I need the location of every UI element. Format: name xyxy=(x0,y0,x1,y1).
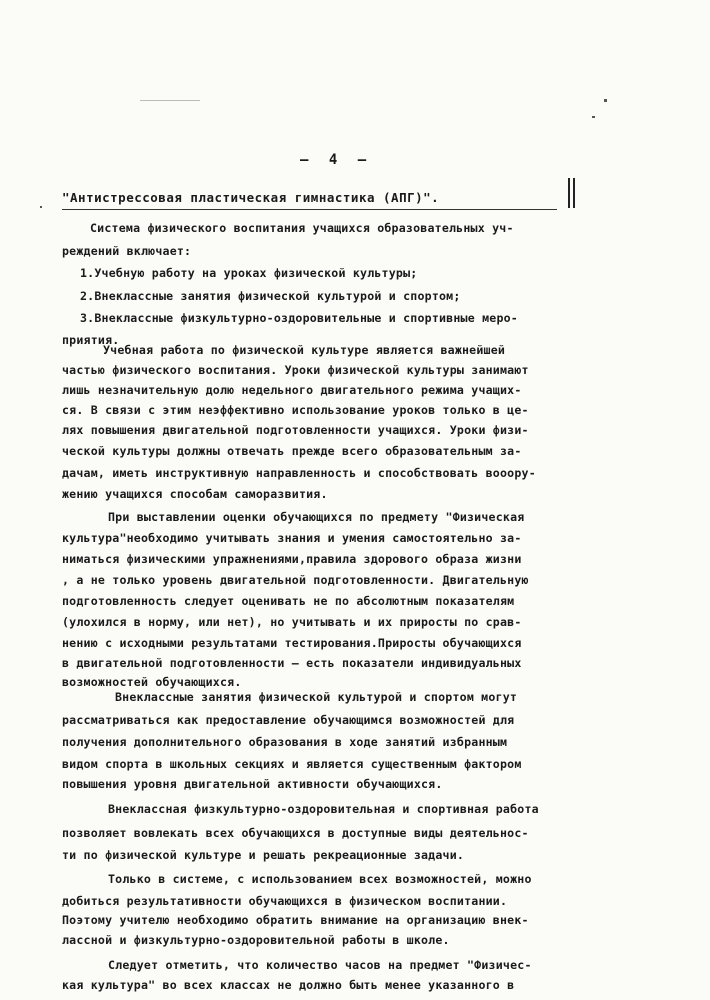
text-line: Внеклассные занятия физической культурой и спортом могут xyxy=(115,690,518,704)
text-line: лишь незначительную долю недельного двигательного режима учащих- xyxy=(62,383,522,397)
text-line: реждений включает: xyxy=(62,244,192,258)
scan-speck xyxy=(604,99,607,102)
text-line: видом спорта в школьных секциях и является существенным фактором xyxy=(62,757,522,771)
text-line: подготовленность следует оценивать не по абсолютным показателям xyxy=(62,594,515,608)
text-line: возможностей обучающихся. xyxy=(62,675,242,689)
text-line: повышения уровня двигательной активности обучающихся. xyxy=(62,777,443,791)
text-line: Поэтому учителю необходимо обратить внимание на организацию внек- xyxy=(62,913,529,927)
text-line: лях повышения двигательной подготовленности учащихся. Уроки физи- xyxy=(62,423,529,437)
text-line: Следует отметить, что количество часов на предмет "Физичес- xyxy=(108,958,532,972)
text-line: Внеклассная физкультурно-оздоровительная и спортивная работа xyxy=(108,802,539,816)
margin-mark xyxy=(568,178,575,208)
section-heading: "Антистрессовая пластическая гимнастика (АПГ)". xyxy=(62,190,440,205)
text-line: частью физического воспитания. Уроки физической культуры занимают xyxy=(62,363,529,377)
text-line: ся. В связи с этим неэффективно использование уроков только в це- xyxy=(62,403,529,417)
text-line: получения дополнительного образования в ходе занятий избранным xyxy=(62,735,508,749)
text-line: , а не только уровень двигательной подготовленности. Двигательную xyxy=(62,573,529,587)
text-line: культура"необходимо учитывать знания и умения самостоятельно за- xyxy=(62,531,522,545)
text-line: добиться результативности обучающихся в физическом воспитании. xyxy=(62,894,508,908)
text-line: Учебная работа по физической культуре является важнейшей xyxy=(103,343,506,357)
page-number: – 4 – xyxy=(300,152,373,168)
scan-speck xyxy=(40,206,42,208)
text-line: лассной и физкультурно-оздоровительной работы в школе. xyxy=(62,933,450,947)
text-line: ниматься физическими упражнениями,правила здорового образа жизни xyxy=(62,552,522,566)
scan-speck xyxy=(140,100,200,101)
text-line: Система физического воспитания учащихся образовательных уч- xyxy=(90,221,514,235)
text-line: в двигательной подготовленности – есть показатели индивидуальных xyxy=(62,656,522,670)
text-line: дачам, иметь инструктивную направленность и способствовать вооору- xyxy=(62,466,536,480)
text-line: При выставлении оценки обучающихся по предмету "Физическая xyxy=(108,510,525,524)
text-line: (улохился в норму, или нет), но учитывать и их приросты по срав- xyxy=(62,615,522,629)
text-line: нению с исходными результатами тестирования.Приросты обучающихся xyxy=(62,636,522,650)
text-line: 1.Учебную работу на уроках физической культуры; xyxy=(80,266,418,280)
text-line: 3.Внеклассные физкультурно-оздоровительные и спортивные меро- xyxy=(80,311,518,325)
text-line: ческой культуры должны отвечать прежде всего образовательным за- xyxy=(62,444,522,458)
text-line: ти по физической культуре и решать рекреационные задачи. xyxy=(62,848,465,862)
text-line: рассматриваться как предоставление обучающимся возможностей для xyxy=(62,713,515,727)
scan-speck xyxy=(592,116,595,118)
text-line: жению учащихся способам саморазвития. xyxy=(62,487,328,501)
text-line: 2.Внеклассные занятия физической культурой и спортом; xyxy=(80,289,461,303)
text-line: приятия. xyxy=(62,333,120,347)
text-line: позволяет вовлекать всех обучающихся в доступные виды деятельнос- xyxy=(62,826,529,840)
text-line: Только в системе, с использованием всех возможностей, можно xyxy=(108,872,532,886)
text-line: кая культура" во всех классах не должно быть менее указанного в xyxy=(62,978,515,992)
heading-underline xyxy=(62,209,557,210)
